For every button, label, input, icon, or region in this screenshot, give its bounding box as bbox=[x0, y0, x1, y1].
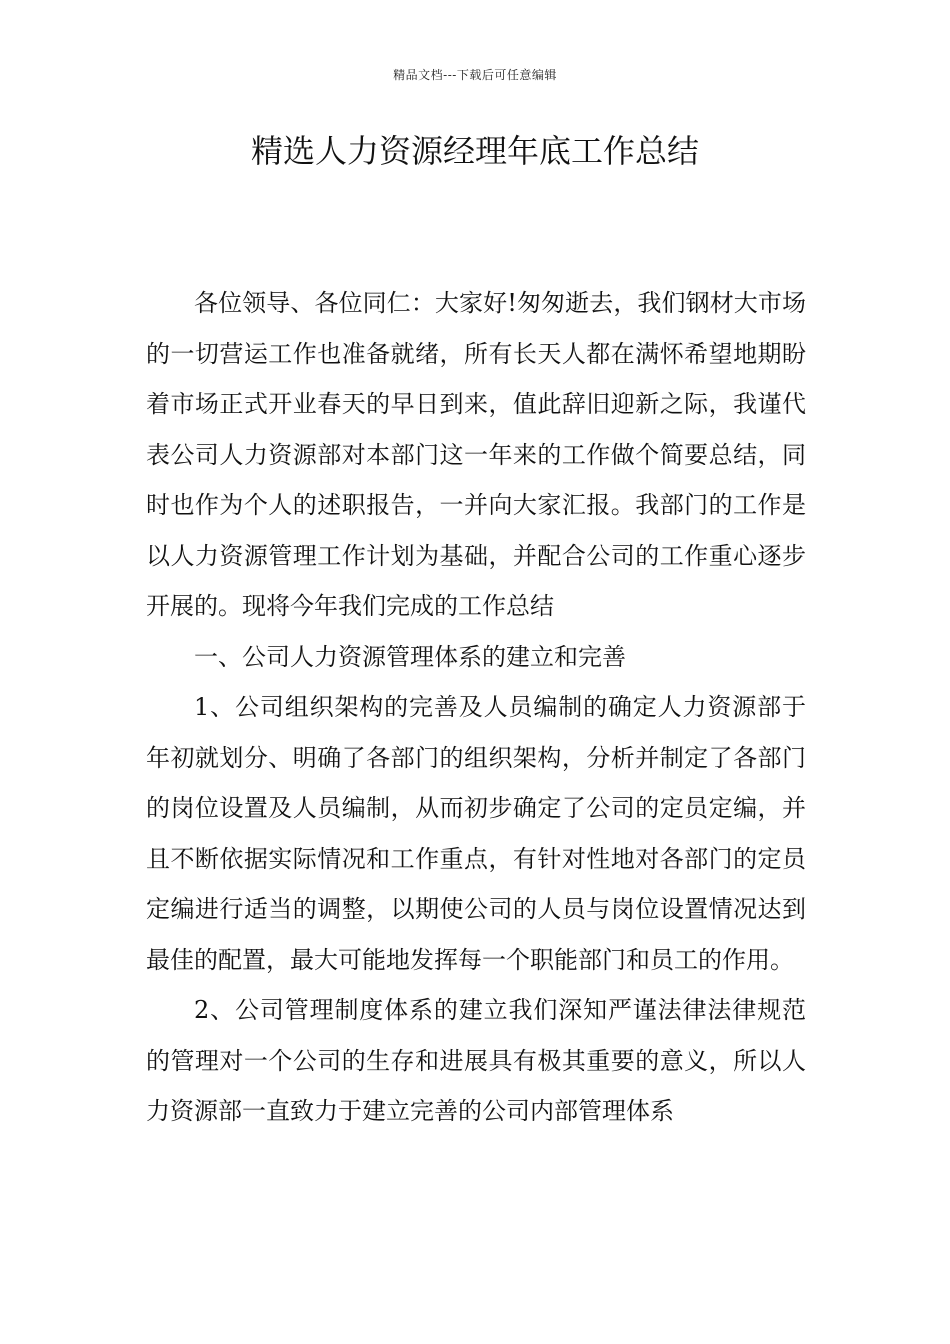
paragraph-item-1: 1、公司组织架构的完善及人员编制的确定人力资源部于年初就划分、明确了各部门的组织架构，分析并制定了各部门的岗位设置及人员编制，从而初步确定了公司的定员定编，并且不断依据实际情况和工作重点，有针对性地对各部门的定员定编进行适当的调整，以期使公司的人员与岗位设置情况达到最佳的配置，最大可能地发挥每一个职能部门和员工的作用。 bbox=[146, 693, 806, 974]
document-title: 精选人力资源经理年底工作总结 bbox=[250, 132, 699, 170]
paragraph-intro: 各位领导、各位同仁：大家好!匆匆逝去，我们钢材大市场的一切营运工作也准备就绪，所有长天人都在满怀希望地期盼着市场正式开业春天的早日到来，值此辞旧迎新之际，我谨代表公司人力资源部对本部门这一年来的工作做个简要总结，同时也作为个人的述职报告，一并向大家汇报。我部门的工作是以人力资源管理工作计划为基础，并配合公司的工作重心逐步开展的。现将今年我们完成的工作总结 bbox=[146, 289, 806, 620]
page-header-note: 精品文档---下载后可任意编辑 bbox=[393, 68, 557, 82]
paragraph-item-2: 2、公司管理制度体系的建立我们深知严谨法律法律规范的管理对一个公司的生存和进展具有极其重要的意义，所以人力资源部一直致力于建立完善的公司内部管理体系 bbox=[146, 996, 806, 1125]
section-heading-1: 一、公司人力资源管理体系的建立和完善 bbox=[194, 642, 626, 671]
document-body bbox=[146, 278, 806, 1137]
